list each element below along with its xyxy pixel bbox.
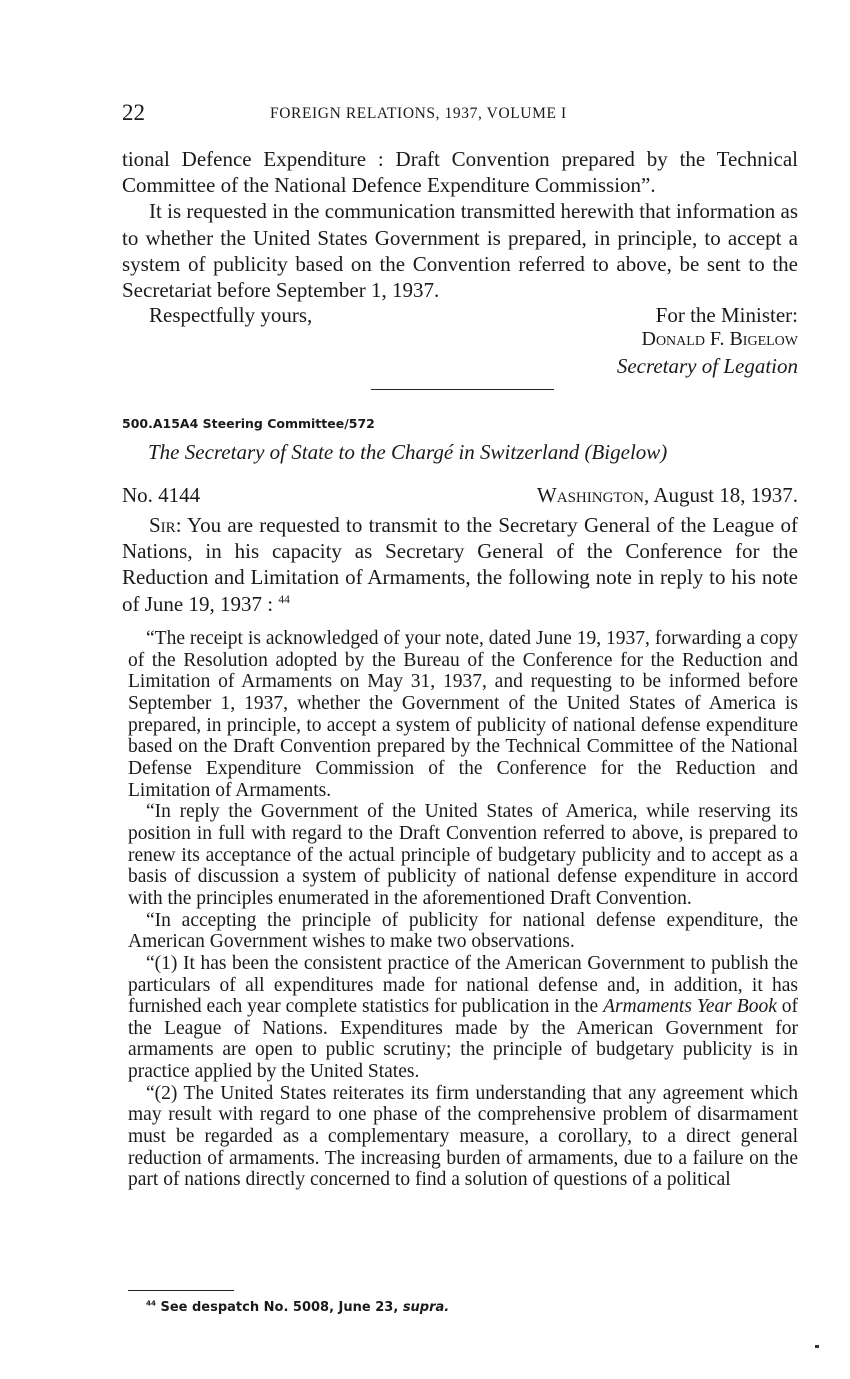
note-paragraph-4: “(1) It has been the consistent practice of the American Government to publish the particulars of all expenditures made for national defense and, in addition, it has furnished each year complete statistics for publication in the Armaments Year Book of the League of Nations. Expenditures made by the American Government for armaments are open to public scrutiny; the principle of budgetary publicity is in practice applied by the United States. — [128, 952, 799, 1083]
running-title: FOREIGN RELATIONS, 1937, VOLUME I — [270, 105, 567, 122]
page-header — [122, 100, 798, 130]
salutation: Sir — [149, 513, 176, 537]
footnote-mark: 44 — [146, 1298, 156, 1308]
footnote-text: See despatch No. 5008, June 23, — [160, 1300, 399, 1315]
for-the-minister: For the Minister: — [655, 303, 798, 327]
note-paragraph-2: “In reply the Government of the United States of America, while reserving its position in full with regard to the Draft Convention referred to above, is prepared to renew its acceptance of the actual principle of budgetary publicity and to accept as a basis of discussion a system of publicity of national defense expenditure in accord with the principles enumerated in the aforementioned Draft Convention. — [128, 801, 798, 909]
dateline — [537, 483, 798, 508]
footnote-divider — [128, 1290, 234, 1291]
document-heading: The Secretary of State to the Chargé in Switzerland (Bigelow) — [148, 440, 668, 464]
publication-title: Armaments Year Book — [603, 996, 777, 1018]
footnote-reference: 44 — [278, 593, 290, 606]
page-number: 22 — [122, 100, 145, 125]
note-paragraph-5: “(2) The United States reiterates its firm understanding that any agreement which may result with regard to one phase of the comprehensive problem of disarmament must be regarded as a complementary measure, a corollary, to a direct general reduction of armaments. The increasing burden of armaments, due to a failure on the part of nations directly concerned to find a solution of questions of a political — [128, 1082, 798, 1191]
dateline-place: Washington, — [536, 483, 650, 507]
ink-speck — [815, 1345, 819, 1348]
letter-body — [122, 146, 798, 303]
dateline-date: August 18, 1937. — [653, 483, 798, 507]
signer-title: Secretary of Legation — [616, 354, 798, 378]
letter-paragraph-2: It is requested in the communication transmitted herewith that information as to whether the United States Government is prepared, in principle, to accept a system of publicity based on the Convention referred to above, be sent to the Secretariat before September 1, 1937. — [122, 199, 798, 303]
footnote — [146, 1300, 449, 1315]
signer-name: Donald F. Bigelow — [641, 328, 798, 350]
instruction-text: : You are requested to transmit to the Secretary General of the League of Nations, in his capacity as Secretary General of the Conference for the Reduction and Limitation of Armaments, the following note in reply to his note of June 19, 1937 : — [122, 513, 798, 616]
section-divider — [371, 389, 554, 390]
note-paragraph-3: “In accepting the principle of publicity for national defense expenditure, the American Government wishes to make two observations. — [128, 909, 798, 953]
quoted-note — [128, 628, 798, 1191]
letter-paragraph-1: tional Defence Expenditure : Draft Convention prepared by the Technical Committee of the National Defence Expenditure Commission”. — [122, 147, 798, 198]
note-paragraph-1: “The receipt is acknowledged of your note, dated June 19, 1937, forwarding a copy of the Resolution adopted by the Bureau of the Conference for the Reduction and Limitation of Armaments on May 31, 1937, and requesting to be informed before September 1, 1937, whether the Government of the United States of America is prepared, in principle, to accept a system of publicity of national defense expenditure based on the Draft Convention prepared by the Technical Committee of the National Defense Expenditure Commission of the Conference for the Reduction and Limitation of Armaments. — [128, 628, 798, 801]
instruction-paragraph — [122, 512, 798, 617]
closing-phrase: Respectfully yours, — [149, 303, 313, 327]
file-reference: 500.A15A4 Steering Committee/572 — [122, 416, 375, 431]
document-number: No. 4144 — [122, 483, 201, 507]
footnote-supra: supra. — [402, 1300, 450, 1315]
